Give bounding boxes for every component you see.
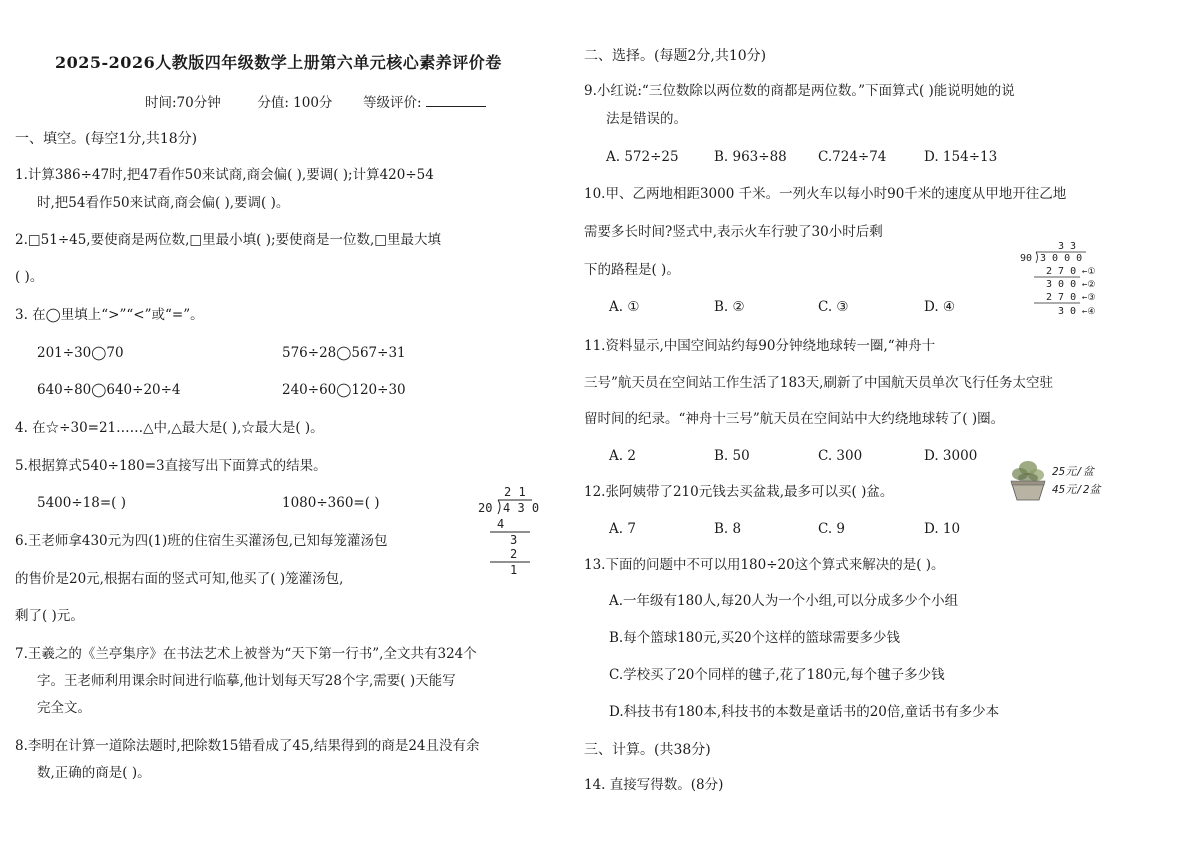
q3-item-b: 576÷28◯567÷31 — [282, 345, 406, 361]
exam-meta — [145, 93, 486, 112]
q7-line2: 字。王老师利用课余时间进行临摹,他计划每天写28个字,需要( )天能写 — [37, 673, 456, 689]
q10-mark2: ←② — [1082, 280, 1096, 290]
q10-mark4: ←④ — [1082, 307, 1096, 317]
q11-line3: 留时间的纪录。“神舟十三号”航天员在空间站中大约绕地球转了( )圈。 — [584, 411, 1005, 427]
q6-line1: 6.王老师拿430元为四(1)班的住宿生买灌汤包,已知每笼灌汤包 — [15, 533, 388, 549]
q3-item-a: 201÷30◯70 — [37, 345, 124, 361]
q6-line2: 的售价是20元,根据右面的竖式可知,他买了( )笼灌汤包, — [15, 571, 344, 587]
q5-item-b: 1080÷360=( ) — [282, 495, 380, 511]
q6-line3: 剩了( )元。 — [15, 608, 84, 624]
q10-dividend: 3 0 0 0 — [1040, 253, 1083, 264]
q11-line1: 11.资料显示,中国空间站约每90分钟绕地球转一圈,“神舟十 — [584, 338, 936, 354]
q10-option-d[interactable]: D. ④ — [924, 299, 956, 315]
q13-line1: 13.下面的问题中不可以用180÷20这个算式来解决的是( )。 — [584, 557, 945, 573]
q13-option-d[interactable]: D.科技书有180本,科技书的本数是童话书的20倍,童话书有多少本 — [609, 704, 1000, 720]
time-label: 时间:70分钟 — [145, 95, 221, 111]
price-per-two-pots: 45元/2盆 — [1052, 483, 1101, 496]
q10-line2: 需要多长时间?竖式中,表示火车行驶了30小时后剩 — [584, 224, 883, 240]
q1-line1: 1.计算386÷47时,把47看作50来试商,商会偏( ),要调( );计算420÷54 — [15, 167, 434, 183]
q9-option-b[interactable]: B. 963÷88 — [714, 149, 787, 165]
q2-line2: ( )。 — [15, 269, 44, 285]
q10-step3: 2 7 0 — [1046, 292, 1077, 303]
section-1-heading: 一、填空。(每空1分,共18分) — [15, 131, 198, 147]
q3-line1: 3. 在◯里填上“>”“<”或“=”。 — [15, 307, 204, 323]
q6-quotient: 2 1 — [504, 485, 526, 499]
q10-option-c[interactable]: C. ③ — [818, 299, 849, 315]
q11-option-d[interactable]: D. 3000 — [924, 448, 978, 464]
q11-option-b[interactable]: B. 50 — [714, 448, 750, 464]
q10-line1: 10.甲、乙两地相距3000 千米。一列火车以每小时90千米的速度从甲地开往乙地 — [584, 186, 1067, 202]
q10-option-b[interactable]: B. ② — [714, 299, 745, 315]
q7-line3: 完全文。 — [37, 700, 91, 716]
q3-item-c: 640÷80◯640÷20÷4 — [37, 382, 181, 398]
section-3-heading: 三、计算。(共38分) — [584, 742, 711, 758]
q12-option-a[interactable]: A. 7 — [609, 521, 636, 537]
q12-option-c[interactable]: C. 9 — [818, 521, 846, 537]
q6-step4: 1 — [510, 563, 518, 577]
q3-item-d: 240÷60◯120÷30 — [282, 382, 406, 398]
q9-option-a[interactable]: A. 572÷25 — [606, 149, 679, 165]
q14-line: 14. 直接写得数。(8分) — [584, 777, 724, 793]
q10-divisor: 90 — [1020, 253, 1033, 264]
q5-line1: 5.根据算式540÷180=3直接写出下面算式的结果。 — [15, 458, 327, 474]
q9-option-d[interactable]: D. 154÷13 — [924, 149, 998, 165]
q10-quotient: 3 3 — [1058, 241, 1077, 252]
q12-option-b[interactable]: B. 8 — [714, 521, 742, 537]
q6-divisor: 20 — [478, 501, 493, 515]
q6-step1: 4 — [497, 517, 505, 531]
price-per-pot: 25元/盆 — [1052, 465, 1094, 478]
q6-dividend: 4 3 0 — [503, 501, 540, 515]
q11-option-a[interactable]: A. 2 — [609, 448, 636, 464]
q11-line2: 三号”航天员在空间站工作生活了183天,刷新了中国航天员单次飞行任务太空驻 — [584, 375, 1053, 391]
q9-option-c[interactable]: C.724÷74 — [818, 149, 887, 165]
plant-price-illustration — [1008, 454, 1118, 504]
q13-option-c[interactable]: C.学校买了20个同样的毽子,花了180元,每个毽子多少钱 — [609, 667, 945, 683]
q7-line1: 7.王羲之的《兰亭集序》在书法艺术上被誉为“天下第一行书”,全文共有324个 — [15, 646, 477, 662]
q10-long-division — [1016, 238, 1116, 320]
q10-step1: 2 7 0 — [1046, 266, 1077, 277]
q1-line2: 时,把54看作50来试商,商会偏( ),要调( )。 — [37, 195, 290, 211]
q13-option-a[interactable]: A.一年级有180人,每20人为一个小组,可以分成多少个小组 — [609, 593, 959, 609]
q8-line1: 8.李明在计算一道除法题时,把除数15错看成了45,结果得到的商是24且没有余 — [15, 738, 480, 754]
q4-line: 4. 在☆÷30=21……△中,△最大是( ),☆最大是( )。 — [15, 420, 324, 436]
q6-long-division — [472, 482, 540, 578]
page-title: 2025-2026人教版四年级数学上册第六单元核心素养评价卷 — [55, 53, 502, 72]
q12-option-d[interactable]: D. 10 — [924, 521, 961, 537]
q10-step2: 3 0 0 — [1046, 279, 1077, 290]
q10-mark1: ←① — [1082, 267, 1096, 277]
score-label: 分值: 100分 — [257, 95, 333, 111]
q10-step4: 3 0 — [1058, 306, 1077, 317]
q10-option-a[interactable]: A. ① — [609, 299, 640, 315]
q2-line1: 2.□51÷45,要使商是两位数,□里最小填( );要使商是一位数,□里最大填 — [15, 232, 442, 248]
q6-step2: 3 — [510, 533, 518, 547]
q9-line1: 9.小红说:“三位数除以两位数的商都是两位数。”下面算式( )能说明她的说 — [584, 83, 1015, 99]
q9-line2: 法是错误的。 — [606, 111, 687, 127]
grade-label: 等级评价: — [363, 95, 422, 111]
q12-line1: 12.张阿姨带了210元钱去买盆栽,最多可以买( )盆。 — [584, 484, 894, 500]
q5-item-a: 5400÷18=( ) — [37, 495, 126, 511]
q13-option-b[interactable]: B.每个篮球180元,买20个这样的篮球需要多少钱 — [609, 630, 900, 646]
grade-blank[interactable] — [426, 93, 486, 107]
potted-plant-icon — [1011, 461, 1045, 500]
q11-option-c[interactable]: C. 300 — [818, 448, 863, 464]
q6-step3: 2 — [510, 547, 518, 561]
q8-line2: 数,正确的商是( )。 — [37, 765, 151, 781]
q10-mark3: ←③ — [1082, 293, 1096, 303]
q10-line3: 下的路程是( )。 — [584, 262, 680, 278]
section-2-heading: 二、选择。(每题2分,共10分) — [584, 48, 767, 64]
